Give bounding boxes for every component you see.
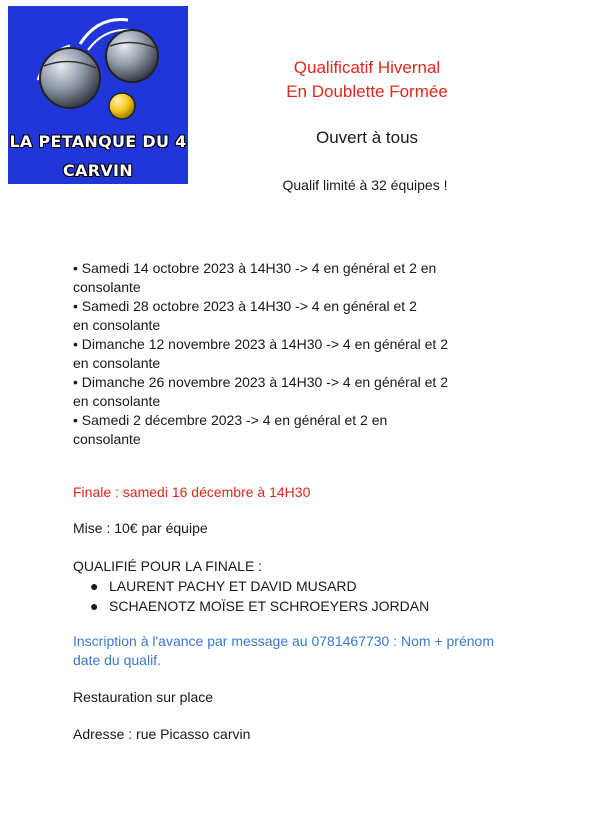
qualified-teams-list: [90, 576, 429, 616]
dates-list: [73, 259, 473, 449]
list-item: • Dimanche 12 novembre 2023 à 14H30 -> 4 en général et 2 en consolante: [73, 336, 448, 371]
finale-date: Finale : samedi 16 décembre à 14H30: [73, 484, 311, 500]
title-line-1: Qualificatif Hivernal: [293, 58, 441, 77]
bullet-icon: ●: [90, 578, 99, 594]
logo-subtitle: CARVIN: [63, 161, 133, 180]
list-item: ● SCHAENOTZ MOÏSE ET SCHROEYERS JORDAN: [90, 598, 430, 614]
team-limit: Qualif limité à 32 équipes !: [282, 177, 448, 193]
club-logo: [8, 6, 188, 184]
list-item: ● LAURENT PACHY ET DAVID MUSARD: [90, 578, 357, 594]
address: Adresse : rue Picasso carvin: [73, 726, 251, 742]
petanque-balls-icon: [8, 6, 188, 184]
list-item: • Samedi 2 décembre 2023 -> 4 en général et 2 en consolante: [73, 412, 388, 447]
event-title: [262, 56, 472, 104]
entry-fee: Mise : 10€ par équipe: [73, 520, 208, 536]
open-to-all: Ouvert à tous: [315, 128, 419, 147]
qualified-heading: QUALIFIÉ POUR LA FINALE :: [73, 558, 263, 574]
catering-info: Restauration sur place: [73, 689, 214, 705]
registration-info: Inscription à l'avance par message au 0781467730 : Nom + prénom date du qualif.: [73, 633, 494, 668]
list-item: • Samedi 14 octobre 2023 à 14H30 -> 4 en général et 2 en consolante: [73, 260, 437, 295]
list-item: • Dimanche 26 novembre 2023 à 14H30 -> 4 en général et 2 en consolante: [73, 374, 448, 409]
bullet-icon: ●: [90, 598, 99, 614]
title-line-2: En Doublette Formée: [286, 82, 448, 101]
logo-title: LA PETANQUE DU 4: [9, 132, 187, 151]
list-item: • Samedi 28 octobre 2023 à 14H30 -> 4 en général et 2 en consolante: [73, 298, 417, 333]
